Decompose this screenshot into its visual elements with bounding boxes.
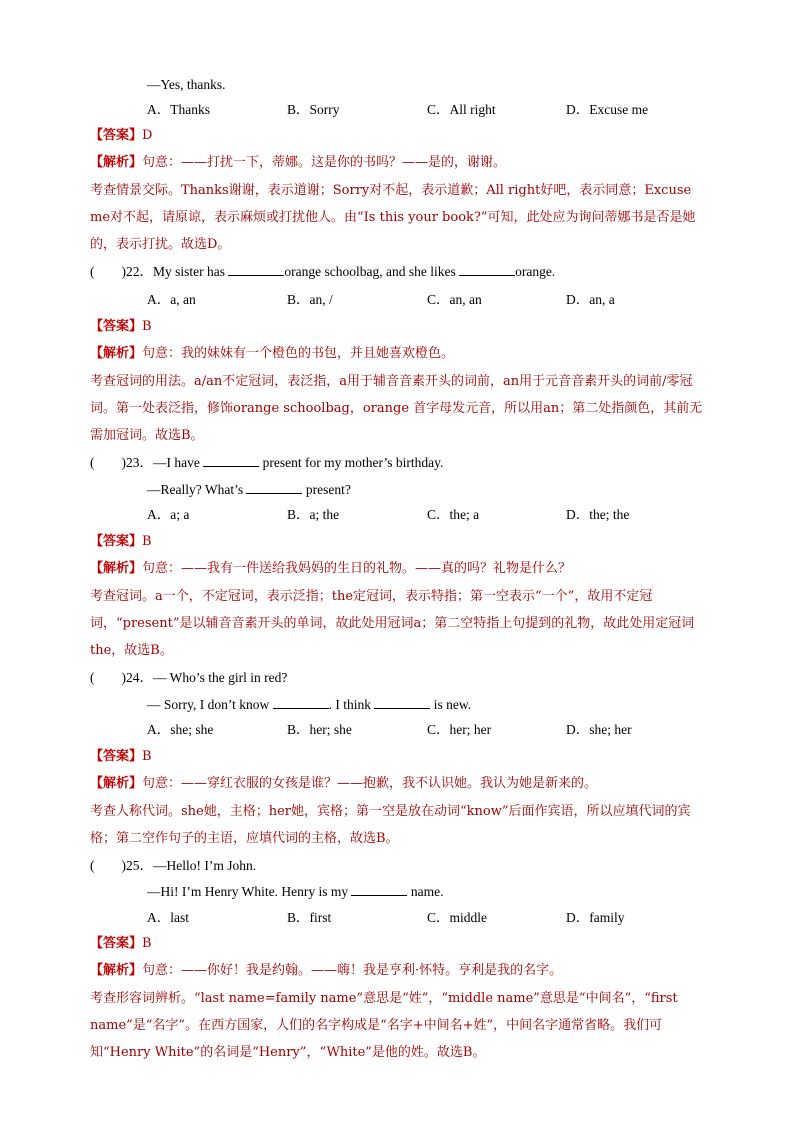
- q25-blank-1: [351, 883, 407, 896]
- q25-stem: ( )25．—Hello! I’m John.: [90, 858, 257, 873]
- q24-analysis-meaning: 【解析】句意：——穿红衣服的女孩是谁？——抱歉，我不认识她。我认为她是新来的。: [90, 776, 598, 791]
- q25-analysis-meaning: 【解析】句意：——你好！我是约翰。——嗨！我是亨利·怀特。亨利是我的名字。: [90, 963, 563, 978]
- q23-option-d: D．the; the: [566, 507, 630, 522]
- q23-blank-2: [246, 481, 302, 494]
- q23-option-a: A．a; a: [147, 507, 190, 522]
- q22-option-b: B．an, /: [287, 292, 333, 307]
- q21-dialogue-line: —Yes, thanks.: [147, 77, 226, 92]
- q24-option-a: A．she; she: [147, 722, 214, 737]
- q23-dialogue-line: —Really? What’s present?: [147, 482, 351, 497]
- q21-explanation: 考查情景交际。Thanks谢谢，表示道谢；Sorry对不起，表示道歉；All right好吧，表示同意；Excuse me对不起，请原谅，表示麻烦或打扰他人。由“Is this your book?”可知，此处应为询问蒂娜书是否是她的，表示打扰。故选D。: [90, 183, 696, 252]
- q23-answer: 【答案】B: [90, 534, 152, 549]
- q21-option-c: C．All right: [427, 102, 496, 117]
- q24-dialogue-line: — Sorry, I don’t know . I think is new.: [147, 697, 472, 712]
- q25-option-a: A．last: [147, 910, 189, 925]
- q23-option-c: C．the; a: [427, 507, 480, 522]
- q21-option-a: A．Thanks: [147, 102, 210, 117]
- q22-blank-1: [228, 263, 284, 276]
- q24-option-b: B．her; she: [287, 722, 352, 737]
- q22-option-d: D．an, a: [566, 292, 615, 307]
- q22-stem: ( )22．My sister has orange schoolbag, and she likes orange.: [90, 264, 556, 279]
- q21-answer: 【答案】D: [90, 128, 153, 143]
- q23-blank-1: [203, 454, 259, 467]
- q21-option-b: B．Sorry: [287, 102, 340, 117]
- q25-answer: 【答案】B: [90, 936, 152, 951]
- q24-explanation: 考查人称代词。she她，主格；her她，宾格；第一空是放在动词“know”后面作宾语，所以应填代词的宾格；第二空作句子的主语，应填代词的主格，故选B。: [90, 804, 691, 846]
- q22-option-c: C．an, an: [427, 292, 482, 307]
- q22-answer: 【答案】B: [90, 319, 152, 334]
- q21-option-d: D．Excuse me: [566, 102, 649, 117]
- q22-blank-2: [459, 263, 515, 276]
- q24-answer: 【答案】B: [90, 749, 152, 764]
- q24-option-c: C．her; her: [427, 722, 492, 737]
- q24-stem: ( )24．— Who’s the girl in red?: [90, 670, 288, 685]
- q24-blank-2: [374, 696, 430, 709]
- q22-explanation: 考查冠词的用法。a/an不定冠词，表泛指，a用于辅音音素开头的词前，an用于元音音素开头的词前/零冠词。第一处表泛指，修饰orange schoolbag，orange 首字母发元音，所以用an；第二处指颜色，其前无需加冠词。故选B。: [90, 374, 703, 443]
- q24-blank-1: [273, 696, 329, 709]
- q25-option-d: D．family: [566, 910, 625, 925]
- q22-option-a: A．a, an: [147, 292, 196, 307]
- q25-dialogue-line: —Hi! I’m Henry White. Henry is my name.: [147, 884, 444, 899]
- q23-explanation: 考查冠词。a一个，不定冠词，表示泛指；the定冠词，表示特指；第一空表示“一个”，故用不定冠词，“present”是以辅音音素开头的单词，故此处用冠词a；第二空特指上句提到的礼物，故此处用定冠词the，故选B。: [90, 589, 695, 658]
- q25-option-b: B．first: [287, 910, 332, 925]
- q24-option-d: D．she; her: [566, 722, 632, 737]
- q25-option-c: C．middle: [427, 910, 487, 925]
- q22-analysis-meaning: 【解析】句意：我的妹妹有一个橙色的书包，并且她喜欢橙色。: [90, 346, 455, 361]
- q21-analysis-meaning: 【解析】句意：——打扰一下，蒂娜。这是你的书吗？——是的，谢谢。: [90, 155, 507, 170]
- q25-explanation: 考查形容词辨析。“last name=family name”意思是“姓”，“middle name”意思是“中间名”，“first name”是“名字”。在西方国家，人们的名字构成是“名字+中间名+姓”，中间名字通常省略。我们可知“Henry White”的名词是“Henry”，“White”是他的姓。故选B。: [90, 991, 678, 1060]
- q23-stem: ( )23．—I have present for my mother’s birthday.: [90, 455, 444, 470]
- q23-option-b: B．a; the: [287, 507, 340, 522]
- q23-analysis-meaning: 【解析】句意：——我有一件送给我妈妈的生日的礼物。——真的吗？礼物是什么？: [90, 561, 572, 576]
